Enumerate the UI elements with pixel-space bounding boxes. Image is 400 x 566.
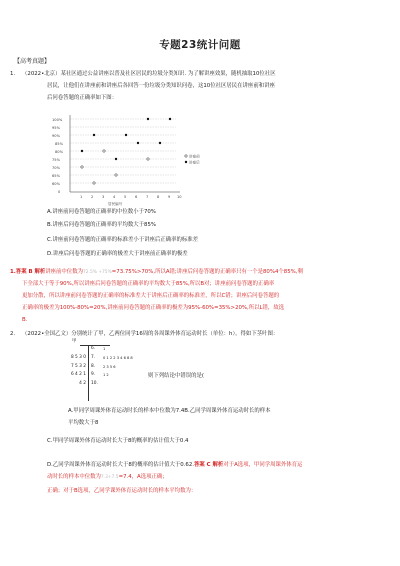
q2-stem-leaf-plot: [58, 339, 138, 403]
y-tick-65: 65%: [52, 174, 60, 178]
x-tick-10: 10: [177, 195, 182, 199]
legend-after: 讲座后: [189, 160, 200, 165]
y-tick-100: 100%: [52, 118, 63, 122]
left-row-5: 4 2: [79, 381, 86, 387]
point-after: [147, 118, 149, 120]
right-row-2: 0 1 2 2 3 4 6 8 8: [103, 355, 133, 360]
q1-number: 1.: [10, 71, 16, 77]
q2-prompt: 则下列结论中错误的是(: [148, 373, 205, 379]
point-after: [159, 142, 161, 144]
q1-option-b: B.讲座后问卷答题的正确率的平均数大于85%: [47, 222, 157, 228]
page-title: 专题23统计问题: [159, 39, 241, 51]
q2-option-c: C.甲同学周课外体育运动时长大于8的概率的估计值大于0.4: [47, 438, 189, 444]
point-after: [93, 134, 95, 136]
q2-option-a-line1: A.甲同学周课外体育运动时长的样本中位数为7.4B.乙同学周课外体育运动时长的样本: [68, 408, 271, 414]
stem-5: 10.: [91, 381, 98, 387]
point-before: [103, 150, 105, 152]
q2-explanation-2: 动时长的样本中位数为: [47, 474, 101, 480]
point-before: [115, 174, 117, 176]
stem-4: 9.: [91, 372, 96, 378]
point-before: [147, 158, 149, 160]
x-axis-label: 居民编号: [108, 202, 123, 206]
q1-option-c: C.讲座前问卷答题的正确率的标准差小于讲座后正确率的标准差: [47, 237, 199, 243]
x-tick-9: 9: [168, 195, 171, 199]
q2-option-d: D.乙同学周课外体育运动时长大于8的概率的估计值大于0.62.: [47, 462, 194, 468]
y-tick-95: 95%: [52, 126, 60, 130]
y-tick-90: 90%: [52, 134, 60, 138]
leaves-right: [103, 345, 133, 389]
legend-before: 讲座前: [189, 154, 200, 159]
x-tick-1: 1: [80, 195, 83, 199]
stem-1: 6.: [91, 346, 96, 351]
q1-stem-line1: （2022•北京）某社区通过公益讲座以普及社区居民的垃圾分类知识. 为了解讲座效果，随机抽取10位社区: [22, 71, 276, 77]
left-row-1: [58, 345, 86, 354]
q1-explanation-5: B.: [22, 317, 28, 323]
q1-option-d: D.讲座后问卷答题的正确率的极差大于讲座前正确率的极差: [47, 251, 188, 257]
y-tick-75: 75%: [52, 158, 60, 162]
right-row-3: 2 3 5 6: [103, 364, 116, 369]
x-tick-5: 5: [124, 195, 127, 199]
point-after: [125, 134, 127, 136]
q1-explanation-fraction: 72.5% +75%: [82, 270, 112, 275]
point-before: [81, 166, 83, 168]
q2-explanation-2c: =7.4，A选项正确；: [118, 474, 168, 480]
left-row-2: 8 5 3 0: [70, 354, 86, 360]
right-row-1: 1: [103, 347, 106, 351]
q2-explanation-1: 对于A选项，甲同学周课外体育运: [223, 462, 303, 468]
right-row-4: 1 2: [103, 373, 109, 378]
stem-3: 8.: [91, 363, 96, 369]
stem-2: 7.: [91, 354, 96, 360]
q1-dot-chart: [52, 115, 252, 207]
y-tick-80: 80%: [55, 150, 63, 154]
q1-answer-label: 1.答案 B 解析: [10, 269, 46, 275]
right-row-5: [103, 380, 133, 389]
y-tick-70: 70%: [52, 166, 60, 170]
q2-explanation-fraction: 7.3+7.5: [100, 475, 119, 480]
q2-option-a-line2: 平均数大于8: [68, 420, 99, 426]
x-tick-3: 3: [102, 195, 105, 199]
point-before: [93, 182, 95, 184]
q1-explanation-4: 正确率的极差为100%-80%=20%,讲座前问卷答题的正确率的极差为95%-60%=35%>20%,所以L错，故选: [22, 305, 285, 311]
section-heading: 【高考真题】: [14, 58, 51, 65]
y-tick-0: 0: [58, 190, 61, 194]
q2-answer-label: 答案 C 解析: [194, 462, 224, 468]
point-after: [81, 150, 83, 152]
q1-option-a: A.讲座前问卷答题的正确率的中位数小于70%: [47, 209, 156, 215]
q1-stem-line3: 后问卷答题的正确率如下图：: [47, 95, 118, 101]
leaves-left: [58, 345, 86, 389]
x-tick-7: 7: [146, 195, 149, 199]
q2-explanation-3: 正确；对于B选项，乙同学课外体育运动时长的样本平均数为：: [47, 488, 197, 494]
stems: [91, 345, 98, 389]
q1-stem-line2: 居民，让他们在讲座前和讲座后各回答一份垃圾分类知识问卷，这10位社区居民在讲座前和讲座: [47, 83, 275, 89]
left-row-4: 6 4 2 1: [70, 372, 86, 378]
y-tick-85: 85%: [55, 142, 63, 146]
x-tick-6: 6: [135, 195, 138, 199]
q2-stem: （2022•全国乙文）分别统计了甲，乙两位同学16周的各周课外体育运动时长（单位：h），得如下茎叶图：: [22, 331, 279, 337]
q1-explanation-3: 更加分散，所以讲座前问卷答题的正确率的标准差大于讲座后正确率的标准差，所以C错；讲座后问卷答题的: [22, 293, 280, 299]
x-tick-8: 8: [157, 195, 160, 199]
q1-explanation-1a: 讲座前中位数为: [45, 269, 83, 275]
point-after: [115, 158, 117, 160]
stem-header: 甲: [72, 339, 77, 344]
y-tick-60: 60%: [52, 182, 60, 186]
point-after: [137, 142, 139, 144]
q1-explanation-1c: =73.75%>70%,所以A错;讲座后问卷答题的正确率只有一个是80%4个85%,剩: [111, 269, 303, 275]
x-tick-4: 4: [113, 195, 116, 199]
q1-explanation-2: 下全部大于等于90%,所以讲座后问卷答题的正确率的平均数大于85%,所以B对；讲座前问卷答题的正确率: [22, 281, 275, 287]
q2-number: 2.: [10, 331, 16, 337]
left-row-3: 7 5 3 2: [70, 363, 86, 369]
point-after: [169, 118, 171, 120]
x-tick-2: 2: [91, 195, 94, 199]
